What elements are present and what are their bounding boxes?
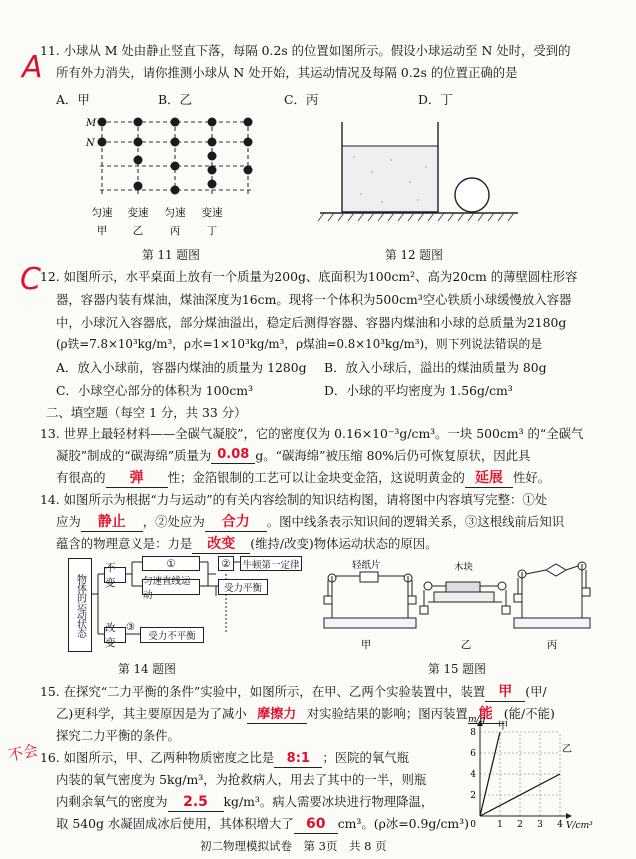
q11-option-d: D．丁 [418,92,453,107]
ball [208,138,217,147]
q15-fig-label-3: 丙 [546,639,558,651]
q13-number: 13. [40,426,60,441]
q13-blank-2 [106,469,168,488]
q16-line4 [56,815,469,834]
q15-text-line3: 探究二力平衡的条件。 [56,728,180,743]
q14-answer-2: 合力 [221,514,250,530]
motion-label-3: 匀速 [164,207,186,219]
column-label-1: 甲 [96,225,108,237]
q12-option-d: D．小球的平均密度为 1.56g/cm³ [324,383,513,398]
label-n: N [86,138,95,149]
q12-stem-line1 [40,268,577,285]
q15-blank-1 [485,683,525,702]
ball [134,118,143,127]
ball [171,162,180,171]
q13-blank-1 [211,445,255,464]
q14-answer-3: 改变 [207,536,236,552]
q15-number: 15. [40,684,60,699]
q12-option-a: A．放入小球前，容器内煤油的质量为 1280g [56,360,307,375]
ball [244,118,253,127]
section-2-title: 二、填空题（每空 1 分，共 33 分） [46,405,247,420]
ball [244,138,253,147]
q16-line3 [56,793,433,812]
q14-line2 [56,513,564,532]
box-circle-1: ① [142,556,200,571]
q13-line3 [56,469,550,488]
x-tick-label: 3 [537,820,543,830]
q15-text-line2a: 乙)更科学，其主要原因是为了减小 [56,706,247,721]
y-tick-label: 4 [470,770,476,780]
q12-option-c: C．小球空心部分的体积为 100cm³ [56,383,254,398]
ball [134,182,143,191]
ball [98,138,107,147]
y-tick-label: 2 [470,791,476,801]
q15-text-line2c: (能/不能) [503,706,555,721]
ball [171,186,180,195]
q14-blank-1 [81,513,143,532]
q14-stem-line1 [40,491,547,508]
q16-text-line2: 内装的氧气密度为 5kg/m³，为抢救病人，用去了其中的一半，则瓶 [56,772,427,787]
q15-caption: 第 15 题图 [428,662,486,676]
wood-block-label: 木块 [454,562,474,573]
q15-answer-2: 摩擦力 [257,707,297,722]
q15-answer-1: 甲 [498,684,513,700]
q16-blank-3 [294,815,338,834]
q14-answer-1: 静止 [97,514,126,530]
x-axis-arrow [566,813,572,819]
q11-caption: 第 11 题图 [142,248,200,262]
ball [98,118,107,127]
q13-answer-1: 0.08 [217,447,250,462]
q16-text-line4a: 取 540g 水凝固成冰后使用，其体积增大了 [56,816,294,831]
q11-stem-line1 [40,42,571,59]
q14-text-line3b: (维持/改变)物体运动状态的原因。 [250,536,438,551]
ball [171,118,180,127]
q16-text-line3a: 内剩余氧气的密度为 [56,794,168,809]
q14-text-line1: 如图所示为根据“力与运动”的有关内容绘制的知识结构图，请将图中内容填写完整：①处 [63,492,548,507]
y-tick-label: 8 [470,728,476,738]
q16-answer-3: 60 [305,816,326,832]
q12-text-line2: 器，容器内装有煤油，煤油深度为16cm。现将一个体积为500cm³空心铁质小球缓慢放入容器 [56,292,572,307]
q13-blank-3 [465,469,513,488]
q14-blank-3 [192,535,250,554]
page-footer: 初二物理模拟试卷 第 3页 共 8 页 [200,839,387,853]
q11-number: 11. [40,43,60,58]
q13-text-line3b: 性；金箔银制的工艺可以让金块变金箔，这说明黄金的 [167,470,465,485]
ball [244,166,253,175]
ball [208,118,217,127]
q13-line2 [56,447,530,466]
box-unbalanced: 受力不平衡 [140,627,204,643]
series-label-1: 甲 [498,721,508,732]
box-motion-state: 物体的运动状态 [68,558,92,652]
box-uniform-motion: 匀速直线运动 [142,579,200,595]
q15-text-line1b: (甲/ [525,684,547,699]
q12-text-line4: (ρ铁=7.8×10³kg/m³，ρ水=1×10³kg/m³，ρ煤油=0.8×10³kg/m³)，则下列说法错误的是 [56,337,543,351]
motion-label-2: 变速 [127,207,149,219]
ball [134,138,143,147]
q14-diagram [68,556,300,652]
box-newton: 牛顿第一定律 [240,556,302,571]
q14-caption: 第 14 题图 [118,662,176,676]
q14-blank-2 [205,513,267,532]
q13-answer-3: 延展 [474,470,503,486]
x-axis-label: V/cm³ [566,821,593,831]
q15-text-line2b: 对实验结果的影响；图丙装置 [306,706,468,721]
q16-blank-1 [274,749,322,768]
q11-handwritten-answer: A [22,50,43,85]
q12-number: 12. [40,269,60,284]
q16-answer-1: 8:1 [286,751,310,766]
q13-answer-2: 弹 [129,470,144,486]
q15-answer-3: 能 [478,706,493,722]
motion-label-1: 匀速 [91,207,113,219]
column-label-2: 乙 [132,225,144,237]
label-m: M [86,118,97,129]
q13-text-line3c: 性好。 [512,470,551,485]
q12-caption: 第 12 题图 [385,248,443,262]
ball [208,166,217,175]
motion-label-4: 变速 [201,207,223,219]
ball [208,180,217,189]
q13-stem-line1 [40,425,583,442]
x-tick-label: 1 [497,820,503,830]
y-tick-label: 6 [470,749,476,759]
q14-text-line2c: 。图中线条表示知识间的逻辑关系，③这根线前后知识 [266,514,565,529]
q15-text-line1a: 在探究“二力平衡的条件”实验中，如图所示，在甲、乙两个实验装置中，装置 [63,684,486,699]
x-tick-label: 2 [517,820,523,830]
box-circle-2: ② [218,556,234,571]
q11-text-line2: 所有外力消失，请你推测小球从 N 处开始，其运动情况及每隔 0.2s 的位置正确的是 [56,65,518,80]
q12-text-line3: 中，小球沉入容器底，部分煤油溢出，稳定后测得容器、容器内煤油和小球的总质量为2180g [56,315,567,330]
q14-number: 14. [40,492,60,507]
box-unchanged: 不变 [104,567,126,583]
q16-text-line1b: ；医院的氧气瓶 [322,750,410,765]
q11-option-b: B．乙 [158,92,192,107]
q16-text-line3b: kg/m³。病人需要冰块进行物理降温， [223,794,434,809]
box-balanced: 受力平衡 [218,579,268,595]
q12-handwritten-answer: C [20,262,41,297]
q11-text-line1: 小球从 M 处由静止竖直下落，每隔 0.2s 的位置如图所示。假设小球运动至 N 处时，受到的 [63,43,571,58]
q11-option-a: A．甲 [56,92,90,107]
q14-line3 [56,535,438,554]
q15-fig-label-2: 乙 [460,639,472,651]
q16-margin-note: 不会 [6,741,40,765]
q14-text-line2a: 应为 [56,514,81,529]
q11-figure [82,112,272,242]
q15-line1 [40,683,547,702]
q13-text-line2a: 凝胶”制成的“碳海绵”质量为 [56,448,212,463]
x-tick-label: 4 [557,820,563,830]
q15-blank-2 [247,705,307,724]
column-label-3: 丙 [169,225,181,237]
q16-text-line4b: cm³。(ρ冰=0.9g/cm³) [337,816,469,831]
q12-option-b: B．放入小球后，溢出的煤油质量为 80g [324,360,547,375]
y-axis-label: m/g [468,715,486,725]
q12-text-line1: 如图所示，水平桌面上放有一个质量为200g、底面积为100cm²、高为20cm 的薄壁圆柱形容 [63,269,578,284]
ball [171,138,180,147]
q16-density-chart [462,712,593,831]
q16-answer-2: 2.5 [183,794,208,810]
circle-3-label: ③ [126,622,135,633]
q13-text-line1: 世界上最轻材料——全碳气凝胶”，它的密度仅为 0.16×10⁻³g/cm³。一块 500cm³ 的“全碳气 [63,426,584,441]
q16-text-line1a: 如图所示，甲、乙两种物质密度之比是 [63,750,275,765]
box-changed: 改变 [104,627,126,643]
ball [134,156,143,165]
column-label-4: 丁 [206,225,218,237]
ball [208,152,217,161]
q16-line1 [40,749,409,768]
origin-label: 0 [470,820,476,830]
q14-text-line3a: 蕴含的物理意义是：力是 [56,536,193,551]
q16-number: 16. [40,750,60,765]
q15-fig-label-1: 甲 [360,639,372,651]
q12-figure [314,112,524,224]
q16-blank-2 [168,793,224,812]
series-label-2: 乙 [562,744,572,755]
q13-text-line2b: g。“碳海绵”被压缩 80%后仍可恢复原状，因此具 [255,448,531,463]
q13-text-line3a: 有很高的 [56,470,106,485]
q14-text-line2b: ，②处应为 [142,514,205,529]
q15-figure [318,556,594,656]
light-card-label: 轻纸片 [352,560,381,571]
q11-option-c: C．丙 [284,92,319,107]
